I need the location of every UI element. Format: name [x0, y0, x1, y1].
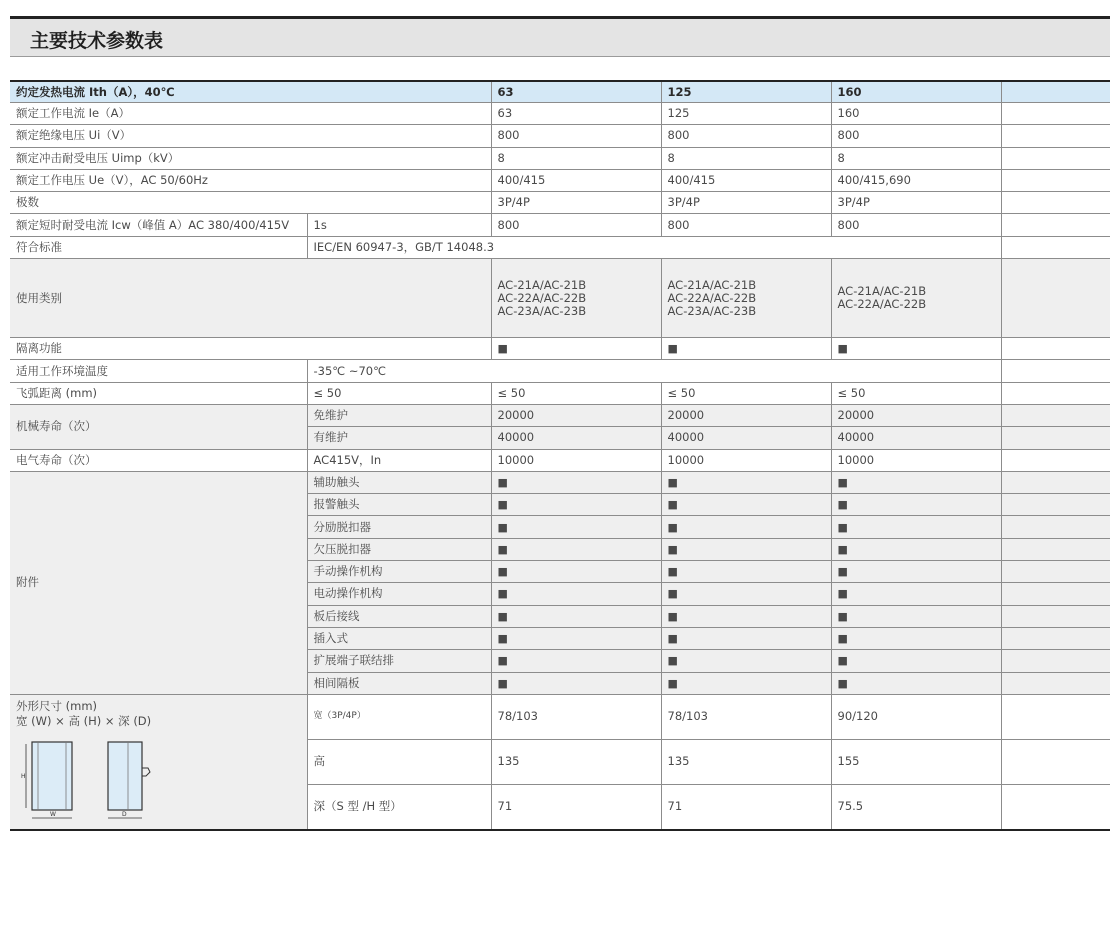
check-mark: ■ [661, 494, 831, 516]
accessory-item: 电动操作机构 [307, 583, 491, 605]
check-mark: ■ [491, 672, 661, 694]
table-row [10, 236, 1110, 258]
cell-value: ≤ 50 [491, 382, 661, 404]
cell-value: 400/415 [491, 169, 661, 191]
check-mark: ■ [661, 605, 831, 627]
cell-empty [1001, 147, 1110, 169]
category-line: AC-22A/AC-22B [497, 290, 587, 305]
cell-value: 800 [491, 125, 661, 147]
row-sublabel: AC415V，In [307, 449, 491, 471]
row-sublabel: 深（S 型 /H 型） [307, 784, 491, 830]
category-line: AC-22A/AC-22B [837, 297, 927, 312]
category-line: AC-23A/AC-23B [667, 303, 757, 318]
drawing-label-d: D [122, 810, 127, 818]
cell-empty [1001, 739, 1110, 784]
table-row [10, 169, 1110, 191]
check-mark: ■ [491, 627, 661, 649]
row-label: 使用类别 [10, 259, 491, 338]
accessory-item: 欠压脱扣器 [307, 538, 491, 560]
check-mark: ■ [661, 672, 831, 694]
check-mark: ■ [831, 650, 1001, 672]
cell-empty [1001, 404, 1110, 426]
category-line: AC-22A/AC-22B [667, 290, 757, 305]
cell-empty [1001, 125, 1110, 147]
cell-value: 400/415 [661, 169, 831, 191]
row-sublabel: 免维护 [307, 404, 491, 426]
check-mark: ■ [661, 583, 831, 605]
cell-value: 3P/4P [661, 192, 831, 214]
cell-value: 8 [491, 147, 661, 169]
table-row [10, 404, 1110, 426]
cell-value: 63 [491, 103, 661, 125]
category-line: AC-21A/AC-21B [497, 277, 587, 292]
cell-value: 155 [831, 739, 1001, 784]
row-label: 电气寿命（次） [10, 449, 307, 471]
accessory-item: 扩展端子联结排 [307, 650, 491, 672]
cell-empty [1001, 427, 1110, 449]
cell-empty [1001, 561, 1110, 583]
cell-value: ≤ 50 [661, 382, 831, 404]
category-line: AC-21A/AC-21B [667, 277, 757, 292]
check-mark: ■ [491, 650, 661, 672]
cell-value: 135 [661, 739, 831, 784]
table-row [10, 382, 1110, 404]
dimensions-formula: 宽 (W) × 高 (H) × 深 (D) [16, 713, 152, 728]
header-col-125: 125 [661, 81, 831, 103]
cell-value: 800 [661, 125, 831, 147]
check-mark: ■ [831, 471, 1001, 493]
drawing-label-w: W [50, 810, 56, 818]
cell-value: ≤ 50 [831, 382, 1001, 404]
cell-empty [1001, 169, 1110, 191]
cell-empty [1001, 650, 1110, 672]
table-row [10, 259, 1110, 338]
check-mark: ■ [661, 561, 831, 583]
cell-value: 800 [831, 214, 1001, 236]
cell-empty [1001, 627, 1110, 649]
table-row [10, 125, 1110, 147]
table-row [10, 360, 1110, 382]
cell-value: 800 [491, 214, 661, 236]
table-row [10, 338, 1110, 360]
dimensions-label-cell [10, 694, 307, 830]
cell-value: 78/103 [661, 694, 831, 739]
cell-empty [1001, 382, 1110, 404]
row-sublabel: 1s [307, 214, 491, 236]
row-label: 机械寿命（次） [10, 404, 307, 449]
row-label: 额定工作电流 Ie（A） [10, 103, 491, 125]
check-mark: ■ [831, 627, 1001, 649]
row-label: 额定冲击耐受电压 Uimp（kV） [10, 147, 491, 169]
cell-value: 800 [831, 125, 1001, 147]
cell-value: 20000 [661, 404, 831, 426]
cell-value: 10000 [491, 449, 661, 471]
check-mark: ■ [491, 471, 661, 493]
accessory-item: 手动操作机构 [307, 561, 491, 583]
accessory-item: 分励脱扣器 [307, 516, 491, 538]
check-mark: ■ [491, 561, 661, 583]
accessory-item: 辅助触头 [307, 471, 491, 493]
cell-value: 20000 [831, 404, 1001, 426]
row-label: 额定短时耐受电流 Icw（峰值 A）AC 380/400/415V [10, 214, 307, 236]
row-label: 符合标准 [10, 236, 307, 258]
table-row [10, 449, 1110, 471]
accessories-group [10, 471, 1110, 694]
cell-empty [1001, 338, 1110, 360]
cell-value: 78/103 [491, 694, 661, 739]
spec-table [10, 80, 1110, 831]
cell-value: 40000 [491, 427, 661, 449]
cell-empty [1001, 672, 1110, 694]
check-mark: ■ [831, 338, 1001, 360]
check-mark: ■ [661, 538, 831, 560]
page-title: 主要技术参数表 [30, 30, 164, 52]
table-row [10, 694, 1110, 739]
cell-value: 90/120 [831, 694, 1001, 739]
check-mark: ■ [661, 471, 831, 493]
check-mark: ■ [491, 605, 661, 627]
check-mark: ■ [491, 338, 661, 360]
row-label: 附件 [10, 471, 307, 694]
cell-category-63 [491, 259, 661, 338]
title-bar [10, 19, 1110, 57]
cell-value: 40000 [831, 427, 1001, 449]
header-label: 约定发热电流 Ith（A），40℃ [10, 81, 491, 103]
cell-value: 10000 [661, 449, 831, 471]
check-mark: ■ [491, 538, 661, 560]
cell-value: 160 [831, 103, 1001, 125]
check-mark: ■ [661, 516, 831, 538]
cell-empty [1001, 214, 1110, 236]
cell-empty [1001, 236, 1110, 258]
category-line: AC-23A/AC-23B [497, 303, 587, 318]
row-label: 隔离功能 [10, 338, 491, 360]
cell-value: 8 [831, 147, 1001, 169]
accessory-item: 相间隔板 [307, 672, 491, 694]
check-mark: ■ [831, 538, 1001, 560]
check-mark: ■ [831, 672, 1001, 694]
row-sublabel: 高 [307, 739, 491, 784]
check-mark: ■ [831, 583, 1001, 605]
cell-value: 3P/4P [831, 192, 1001, 214]
cell-empty [1001, 103, 1110, 125]
check-mark: ■ [831, 605, 1001, 627]
cell-value: 8 [661, 147, 831, 169]
cell-empty [1001, 605, 1110, 627]
check-mark: ■ [831, 561, 1001, 583]
cell-value: 20000 [491, 404, 661, 426]
cell-empty [1001, 583, 1110, 605]
cell-empty [1001, 449, 1110, 471]
table-row [10, 103, 1110, 125]
cell-value: 10000 [831, 449, 1001, 471]
row-label: 额定绝缘电压 Ui（V） [10, 125, 491, 147]
table-row [10, 192, 1110, 214]
header-col-empty [1001, 81, 1110, 103]
table-row [10, 147, 1110, 169]
cell-category-125 [661, 259, 831, 338]
row-label: 额定工作电压 Ue（V），AC 50/60Hz [10, 169, 491, 191]
cell-empty [1001, 471, 1110, 493]
cell-empty [1001, 694, 1110, 739]
category-line: AC-21A/AC-21B [837, 284, 927, 299]
drawing-label-h: H [21, 772, 26, 780]
outline-drawing [16, 738, 166, 826]
header-col-160: 160 [831, 81, 1001, 103]
table-row [10, 471, 1110, 493]
row-sublabel: ≤ 50 [307, 382, 491, 404]
cell-value: 800 [661, 214, 831, 236]
check-mark: ■ [491, 583, 661, 605]
cell-empty [1001, 784, 1110, 830]
cell-category-160 [831, 259, 1001, 338]
check-mark: ■ [491, 494, 661, 516]
table-row [10, 214, 1110, 236]
cell-value: 71 [661, 784, 831, 830]
row-label: 极数 [10, 192, 491, 214]
row-label: 飞弧距离 (mm) [10, 382, 307, 404]
row-label: 适用工作环境温度 [10, 360, 307, 382]
accessory-item: 报警触头 [307, 494, 491, 516]
cell-value: 125 [661, 103, 831, 125]
cell-value: 75.5 [831, 784, 1001, 830]
check-mark: ■ [661, 627, 831, 649]
cell-empty [1001, 360, 1110, 382]
cell-empty [1001, 259, 1110, 338]
table-header-row [10, 81, 1110, 103]
cell-value: IEC/EN 60947-3，GB/T 14048.3 [307, 236, 1001, 258]
row-sublabel: 有维护 [307, 427, 491, 449]
cell-value: -35℃ ~70℃ [307, 360, 1001, 382]
cell-empty [1001, 494, 1110, 516]
check-mark: ■ [491, 516, 661, 538]
cell-value: 400/415,690 [831, 169, 1001, 191]
header-col-63: 63 [491, 81, 661, 103]
accessory-item: 板后接线 [307, 605, 491, 627]
check-mark: ■ [661, 338, 831, 360]
cell-value: 3P/4P [491, 192, 661, 214]
cell-value: 135 [491, 739, 661, 784]
check-mark: ■ [831, 494, 1001, 516]
cell-empty [1001, 538, 1110, 560]
accessory-item: 插入式 [307, 627, 491, 649]
check-mark: ■ [661, 650, 831, 672]
row-sublabel: 宽（3P/4P） [307, 694, 491, 739]
check-mark: ■ [831, 516, 1001, 538]
cell-value: 40000 [661, 427, 831, 449]
dimensions-title: 外形尺寸 (mm) [16, 698, 98, 713]
cell-empty [1001, 516, 1110, 538]
cell-empty [1001, 192, 1110, 214]
cell-value: 71 [491, 784, 661, 830]
